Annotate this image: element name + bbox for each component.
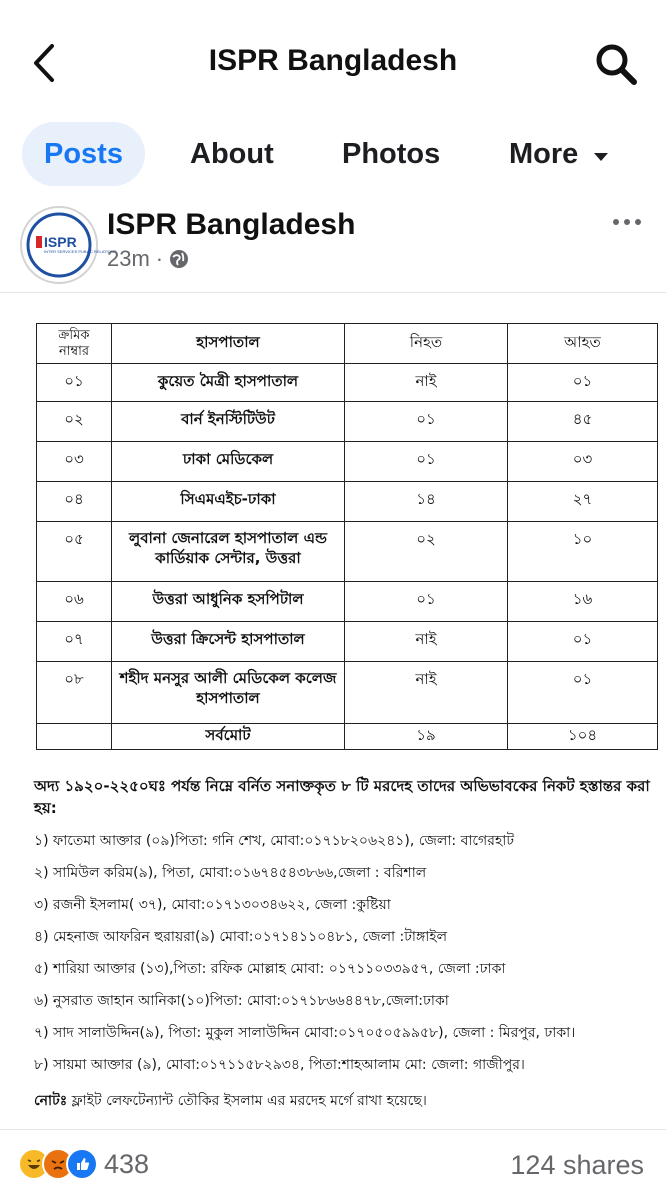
cell-serial: ০৮	[37, 662, 112, 724]
cell-injured: ০৩	[508, 442, 658, 482]
post-meta	[107, 246, 189, 272]
list-item: ৬) নুসরাত জাহান আনিকা(১০)পিতা: মোবা:০১৭১৮৬৬৪৪৭৮,জেলা:ঢাকা	[34, 993, 449, 1009]
cell-injured: ১০	[508, 522, 658, 582]
cell-injured: ০১	[508, 364, 658, 402]
footnote-label: নোটঃ	[34, 1093, 68, 1109]
post-author[interactable]: ISPR Bangladesh	[107, 208, 356, 241]
cell-killed: ০১	[345, 402, 508, 442]
notes-heading: অদ্য ১৯২০-২২৫০ঘঃ পর্যন্ত নিম্নে বর্নিত সনাক্তকৃত ৮ টি মরদেহ তাদের অভিভাবকের নিকট হস্তান্তর করা হয়:	[34, 777, 650, 817]
cell-killed: ০১	[345, 582, 508, 622]
avatar-subtext: INTER SERVICES PUBLIC RELATIONS	[44, 249, 117, 254]
cell-injured: ২৭	[508, 482, 658, 522]
avatar-text: ISPR	[44, 234, 77, 250]
cell-serial: ০৫	[37, 522, 112, 582]
search-icon[interactable]	[592, 40, 640, 88]
cell-total-injured: ১০৪	[508, 724, 658, 750]
list-item: ৭) সাদ সালাউদ্দিন(৯), পিতা: মুকুল সালাউদ্দিন মোবা:০১৭০৫০৫৯৯৫৮), জেলা : মিরপুর, ঢাকা।	[34, 1025, 576, 1041]
tab-more[interactable]	[509, 122, 610, 186]
cell-hospital: উত্তরা ক্রিসেন্ট হাসপাতাল	[112, 622, 345, 662]
list-item: ৩) রজনী ইসলাম( ৩৭), মোবা:০১৭১৩০৩৪৬২২, জেলা :কুষ্টিয়া	[34, 897, 391, 913]
list-item: ২) সামিউল করিম(৯), পিতা, মোবা:০১৬৭৪৫৪৩৮৬৬,জেলা : বরিশাল	[34, 865, 427, 881]
top-bar	[0, 0, 666, 120]
post-header	[0, 198, 666, 284]
cell-killed: ০২	[345, 522, 508, 582]
casualty-table	[36, 323, 658, 750]
cell-serial	[37, 724, 112, 750]
cell-hospital: ঢাকা মেডিকেল	[112, 442, 345, 482]
cell-killed: নাই	[345, 662, 508, 724]
table-row	[37, 582, 658, 622]
cell-killed: নাই	[345, 364, 508, 402]
cell-total-label: সর্বমোট	[112, 724, 345, 750]
cell-serial: ০৭	[37, 622, 112, 662]
col-header-serial: ক্রমিক নাম্বার	[37, 324, 112, 364]
handover-notes	[34, 775, 664, 1113]
caret-down-icon	[592, 151, 610, 163]
list-item: ১) ফাতেমা আক্তার (০৯)পিতা: গনি শেখ, মোবা:০১৭১৮২০৬২৪১), জেলা: বাগেরহাট	[34, 833, 514, 849]
table-row	[37, 482, 658, 522]
cell-serial: ০২	[37, 402, 112, 442]
list-item: ৪) মেহনাজ আফরিন হুরায়রা(৯) মোবা:০১৭১৪১১০৪৮১, জেলা :টাঙ্গাইল	[34, 929, 448, 945]
ispr-logo-icon	[22, 208, 117, 282]
cell-serial: ০১	[37, 364, 112, 402]
post-time: 23m	[107, 246, 150, 271]
post-image[interactable]	[0, 292, 666, 1130]
col-header-injured: আহত	[508, 324, 658, 364]
shares-count[interactable]: 124 shares	[510, 1150, 644, 1180]
tab-photos[interactable]: Photos	[342, 138, 441, 170]
table-row	[37, 402, 658, 442]
page-title: ISPR Bangladesh	[208, 44, 458, 77]
cell-injured: ০১	[508, 622, 658, 662]
table-row	[37, 522, 658, 582]
footnote-text: ফ্লাইট লেফটেন্যান্ট তৌকির ইসলাম এর মরদেহ মর্গে রাখা হয়েছে।	[71, 1093, 427, 1109]
cell-hospital: শহীদ মনসুর আলী মেডিকেল কলেজ হাসপাতাল	[112, 662, 345, 724]
cell-injured: ০১	[508, 662, 658, 724]
cell-hospital: বার্ন ইনস্টিটিউট	[112, 402, 345, 442]
reactions-summary[interactable]	[18, 1148, 149, 1180]
table-row	[37, 442, 658, 482]
more-options-icon[interactable]	[610, 212, 644, 232]
table-header-row	[37, 324, 658, 364]
tab-posts[interactable]: Posts	[22, 122, 145, 186]
cell-total-killed: ১৯	[345, 724, 508, 750]
table-row	[37, 662, 658, 724]
cell-killed: ১৪	[345, 482, 508, 522]
like-reaction-icon	[66, 1148, 98, 1180]
cell-serial: ০৪	[37, 482, 112, 522]
col-header-killed: নিহত	[345, 324, 508, 364]
footnote	[34, 1089, 664, 1113]
list-item: ৮) সায়মা আক্তার (৯), মোবা:০১৭১১৫৮২৯৩৪, পিতা:শাহআলাম মো: জেলা: গাজীপুর।	[34, 1057, 525, 1073]
table-row	[37, 622, 658, 662]
tab-about[interactable]: About	[190, 138, 274, 170]
table-total-row	[37, 724, 658, 750]
cell-serial: ০৩	[37, 442, 112, 482]
globe-icon	[169, 249, 189, 269]
list-item: ৫) শারিয়া আক্তার (১৩),পিতা: রফিক মোল্লাহ মোবা: ০১৭১১০৩৩৯৫৭, জেলা :ঢাকা	[34, 961, 506, 977]
cell-hospital: উত্তরা আধুনিক হসপিটাল	[112, 582, 345, 622]
cell-serial: ০৬	[37, 582, 112, 622]
cell-hospital: লুবানা জেনারেল হাসপাতাল এন্ড কার্ডিয়াক সেন্টার, উত্তরা	[112, 522, 345, 582]
page-tabs	[0, 122, 666, 188]
cell-killed: ০১	[345, 442, 508, 482]
reaction-count: 438	[104, 1148, 150, 1179]
cell-injured: ৪৫	[508, 402, 658, 442]
tab-more-label: More	[509, 138, 579, 170]
cell-injured: ১৬	[508, 582, 658, 622]
avatar[interactable]	[20, 206, 117, 284]
post-footer	[0, 1140, 666, 1190]
cell-hospital: কুয়েত মৈত্রী হাসপাতাল	[112, 364, 345, 402]
meta-separator: ·	[155, 246, 164, 271]
cell-killed: নাই	[345, 622, 508, 662]
cell-hospital: সিএমএইচ-ঢাকা	[112, 482, 345, 522]
table-row	[37, 364, 658, 402]
col-header-hospital: হাসপাতাল	[112, 324, 345, 364]
